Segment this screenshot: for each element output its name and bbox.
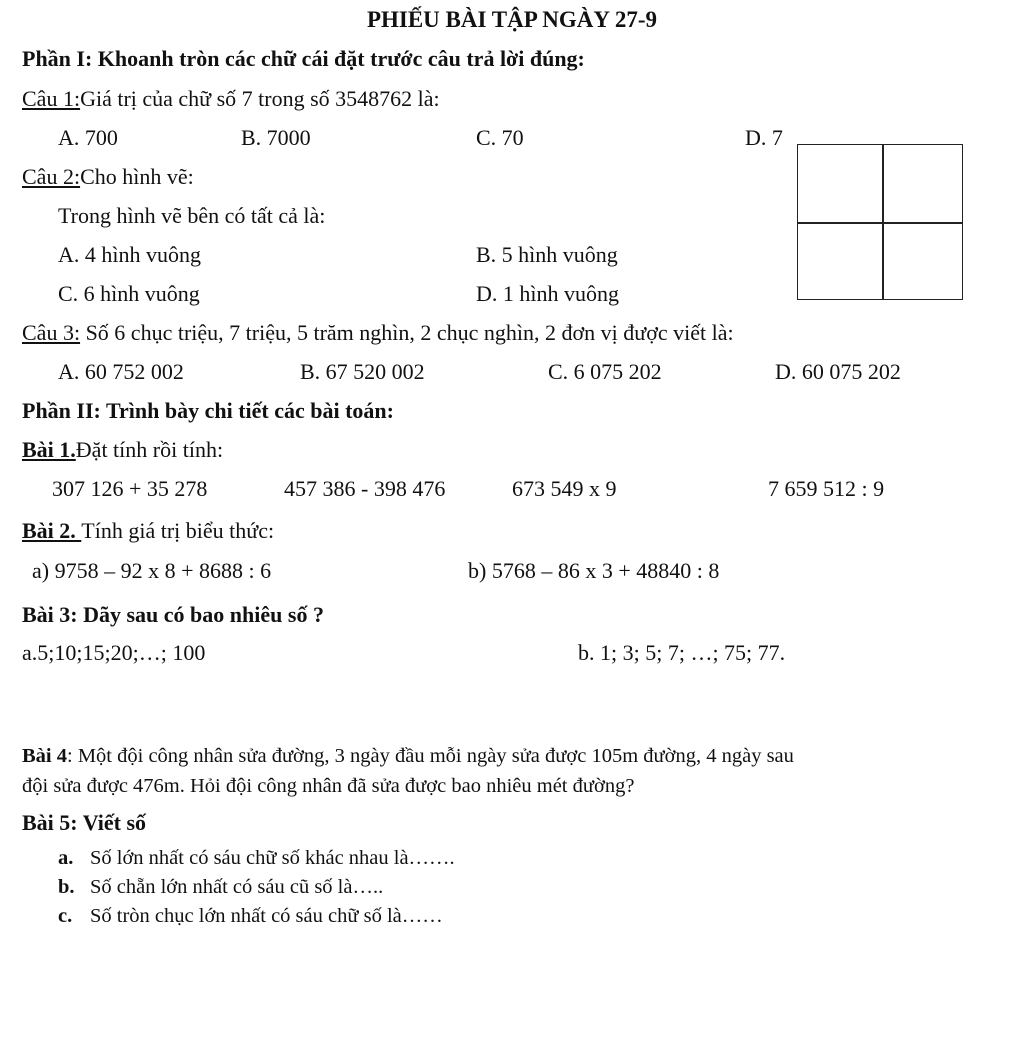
q3-option-a: A. 60 752 002	[58, 359, 184, 384]
exercise-4-line-2: đội sửa được 476m. Hỏi đội công nhân đã sửa được bao nhiêu mét đường?	[22, 775, 635, 797]
exercise-2-label: Bài 2.	[22, 518, 82, 543]
exercise-3-part-a: a.5;10;15;20;…; 100	[22, 640, 206, 665]
list-item-text: Số tròn chục lớn nhất có sáu chữ số là……	[90, 905, 443, 927]
exercise-1-item-4: 7 659 512 : 9	[768, 476, 885, 501]
q2-option-c: C. 6 hình vuông	[58, 281, 200, 306]
q3-option-c: C. 6 075 202	[548, 359, 662, 384]
q1-option-a: A. 700	[58, 125, 118, 150]
question-1	[22, 88, 440, 110]
exercise-3-heading: Bài 3: Dãy sau có bao nhiêu số ?	[22, 602, 324, 627]
question-3	[22, 322, 734, 344]
exercise-4-label: Bài 4	[22, 745, 67, 767]
exercise-1-item-3: 673 549 x 9	[512, 476, 617, 501]
grid-horizontal-line	[798, 222, 962, 224]
exercise-3-part-b: b. 1; 3; 5; 7; …; 75; 77.	[578, 640, 786, 665]
question-3-text: Số 6 chục triệu, 7 triệu, 5 trăm nghìn, 2 chục nghìn, 2 đơn vị được viết là:	[80, 320, 734, 345]
page-title: PHIẾU BÀI TẬP NGÀY 27-9	[366, 7, 658, 32]
question-1-label: Câu 1:	[22, 86, 81, 111]
q2-option-a: A. 4 hình vuông	[58, 242, 201, 267]
exercise-2-part-a: a) 9758 – 92 x 8 + 8688 : 6	[32, 558, 272, 583]
q2-option-b: B. 5 hình vuông	[476, 242, 618, 267]
exercise-1-item-2: 457 386 - 398 476	[284, 476, 446, 501]
list-item-text: Số lớn nhất có sáu chữ số khác nhau là…….	[90, 847, 455, 869]
list-marker: a.	[58, 847, 74, 869]
exercise-1	[22, 439, 223, 461]
question-2-label: Câu 2:	[22, 164, 81, 189]
q1-option-c: C. 70	[476, 125, 524, 150]
exercise-1-label: Bài 1.	[22, 437, 76, 462]
exercise-2-text: Tính giá trị biểu thức:	[81, 518, 275, 543]
exercise-2-part-b: b) 5768 – 86 x 3 + 48840 : 8	[468, 558, 720, 583]
question-3-label: Câu 3:	[22, 320, 81, 345]
list-marker: c.	[58, 905, 73, 927]
question-2-prompt: Trong hình vẽ bên có tất cả là:	[58, 203, 326, 228]
question-2-text: Cho hình vẽ:	[80, 164, 194, 189]
list-marker: b.	[58, 876, 75, 898]
q3-option-b: B. 67 520 002	[300, 359, 425, 384]
list-item-text: Số chẵn lớn nhất có sáu cũ số là…..	[90, 876, 384, 898]
question-1-text: Giá trị của chữ số 7 trong số 3548762 là:	[80, 86, 440, 111]
q1-option-d: D. 7	[745, 125, 783, 150]
question-2	[22, 166, 194, 188]
exercise-5-item-b	[58, 877, 383, 898]
square-grid-figure	[797, 144, 963, 300]
part1-heading: Phần I: Khoanh tròn các chữ cái đặt trước câu trả lời đúng:	[22, 46, 585, 71]
exercise-5-item-a	[58, 848, 455, 869]
exercise-4-text-1: : Một đội công nhân sửa đường, 3 ngày đầu mỗi ngày sửa được 105m đường, 4 ngày sau	[67, 745, 794, 767]
q2-option-d: D. 1 hình vuông	[476, 281, 619, 306]
exercise-4-line-1	[22, 746, 794, 767]
part2-heading: Phần II: Trình bày chi tiết các bài toán:	[22, 398, 394, 423]
q1-option-b: B. 7000	[241, 125, 311, 150]
exercise-1-text: Đặt tính rồi tính:	[75, 437, 224, 462]
exercise-2	[22, 520, 274, 542]
exercise-1-item-1: 307 126 + 35 278	[52, 476, 208, 501]
exercise-5-item-c	[58, 906, 443, 927]
q3-option-d: D. 60 075 202	[775, 359, 901, 384]
exercise-5-heading: Bài 5: Viết số	[22, 810, 147, 835]
